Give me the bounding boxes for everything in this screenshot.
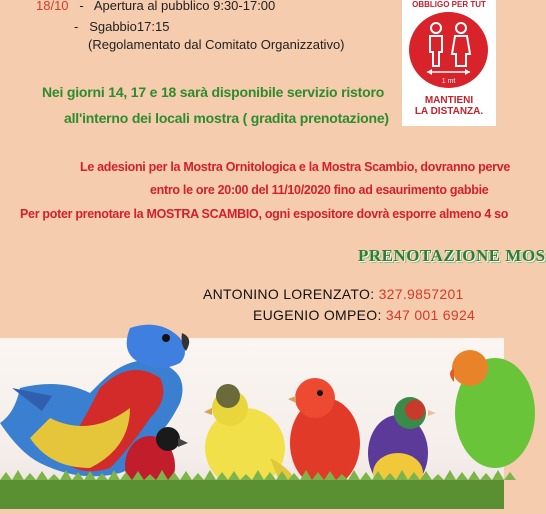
- ristoro-line-2: all'interno dei locali mostra ( gradita prenotazione): [64, 110, 389, 126]
- contact-phone[interactable]: 347 001 6924: [385, 307, 476, 323]
- contact-row: [203, 286, 464, 302]
- schedule-date: 18/10: [36, 0, 69, 13]
- sign-bottom-line-1: MANTIENI: [424, 95, 474, 106]
- contact-name: ANTONINO LORENZATO:: [203, 286, 375, 302]
- schedule-block: [36, 0, 275, 13]
- sign-bottom-line-2: LA DISTANZA.: [414, 106, 484, 117]
- birds-photo: [0, 338, 504, 509]
- schedule-line-2-row: [74, 19, 169, 34]
- schedule-line-1: Apertura al pubblico 9:30-17:00: [93, 0, 276, 13]
- grass-strip: [0, 480, 504, 509]
- schedule-line-3: (Regolamentato dal Comitato Organizzativo): [88, 37, 345, 52]
- distance-sign: [402, 0, 496, 126]
- contact-name: EUGENIO OMPEO:: [253, 307, 382, 323]
- prenotazione-heading: PRENOTAZIONE MOS: [358, 246, 546, 265]
- contact-row: [253, 307, 475, 323]
- distance-label: 1 mt: [441, 78, 456, 85]
- birds-illustration: [0, 338, 504, 509]
- lovebird-image: [450, 350, 535, 468]
- bullet-dash: -: [74, 19, 86, 34]
- ristoro-line-1: Nei giorni 14, 17 e 18 sarà disponibile servizio ristoro: [42, 84, 385, 100]
- adesioni-line-3: Per poter prenotare la MOSTRA SCAMBIO, ogni espositore dovrà esporre almeno 4 so: [20, 207, 509, 221]
- schedule-line-2: Sgabbio17:15: [89, 19, 170, 34]
- bullet-dash: -: [72, 0, 91, 13]
- adesioni-line-1: Le adesioni per la Mostra Ornitologica e la Mostra Scambio, dovranno perve: [80, 160, 510, 174]
- adesioni-line-2: entro le ore 20:00 del 11/10/2020 fino ad esaurimento gabbie: [150, 183, 489, 197]
- contact-phone[interactable]: 327.9857201: [378, 286, 464, 302]
- distance-circle: [409, 12, 488, 88]
- sign-bottom-text: [402, 95, 496, 117]
- two-people-icon: [409, 12, 488, 88]
- sign-top-text: OBBLIGO PER TUT: [412, 0, 486, 9]
